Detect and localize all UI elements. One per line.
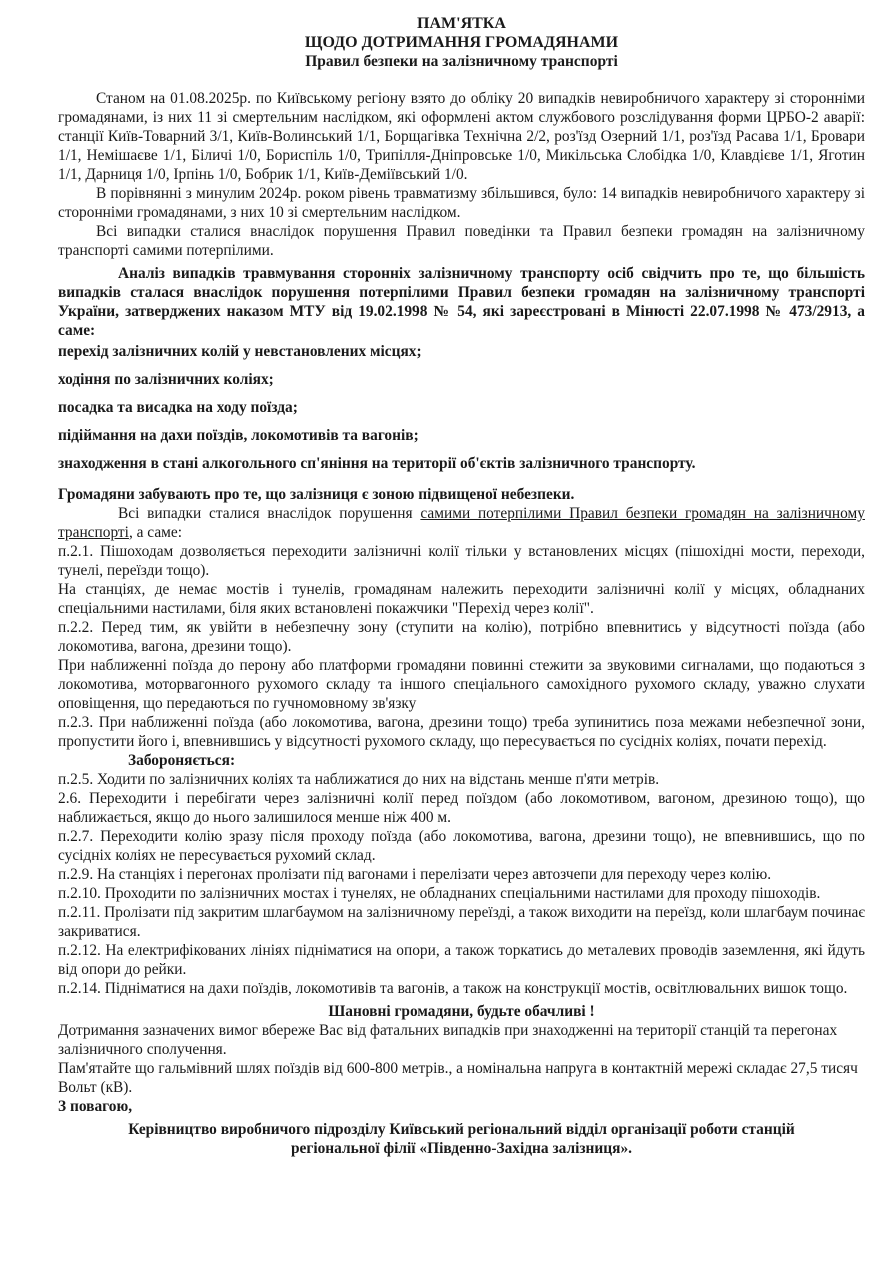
prohibited-item: п.2.9. На станціях і перегонах пролізати під вагонами і перелізати через автозчепи для переходу через колію. — [58, 866, 772, 883]
rule-item: п.2.1. Пішоходам дозволяється переходити залізничні колії тільки у встановлених місцях (пішохідні мости, переходи, тунелі, переїзди тощо). — [58, 543, 865, 579]
rule-item: п.2.3. При наближенні поїзда (або локомотива, вагона, дрезини тощо) треба зупинитись поза межами небезпечної зони, пропустити його і, впевнившись у відсутності рухомого складу, що пересувається по сусідніх коліях, почати перехід. — [58, 714, 865, 750]
prohibited-item: п.2.10. Проходити по залізничних мостах і тунелях, не обладнаних спеціальними настилами для проходу пішоходів. — [58, 885, 821, 902]
prohibited-item: п.2.14. Підніматися на дахи поїздів, локомотивів та вагонів, а також на конструкції мостів, освітлювальних вишок тощо. — [58, 980, 848, 997]
closing-paragraph-2: Пам'ятайте що гальмівний шлях поїздів від 600-800 метрів., а номінальна напруга в контактній мережі складає 27,5 тисяч Вольт (кВ). — [58, 1060, 858, 1096]
analysis-paragraph: Аналіз випадків травмування сторонніх залізничному транспорту осіб свідчить про те, що більшість випадків сталася внаслідок порушення потерпілими Правил безпеки громадян на залізничному транспорті України, затверджених наказом МТУ від 19.02.1998 № 54, які зареєстровані в Мінюсті 22.07.1998 № 473/2913, а саме: — [58, 265, 865, 339]
rule-item: При наближенні поїзда до перону або платформи громадяни повинні стежити за звуковими сигналами, що подаються з локомотива, моторвагонного рухомого складу та іншого спеціального самохідного рухомого складу, уважно слухати оповіщення, що передаються по гучномовному зв'язку — [58, 657, 865, 712]
violation-item: знаходження в стані алкогольного сп'яніння на території об'єктів залізничного транспорту. — [58, 455, 696, 472]
regards-text: З повагою, — [58, 1098, 133, 1115]
intro-paragraph-2: В порівнянні з минулим 2024р. роком рівень травматизму збільшився, було: 14 випадків невиробничого характеру зі сторонніми громадянами, з них 10 зі смертельним наслідком. — [58, 185, 865, 221]
prohibited-heading: Забороняється: — [128, 752, 236, 769]
rules-intro — [58, 504, 865, 542]
signature-line-1: Керівництво виробничого підрозділу Київський регіональний відділ організації роботи станцій — [128, 1121, 795, 1138]
violations-list — [58, 342, 865, 473]
intro-paragraph-3: Всі випадки сталися внаслідок порушення Правил поведінки та Правил безпеки громадян на залізничному транспорті самими потерпілими. — [58, 223, 865, 259]
violation-item: ходіння по залізничних коліях; — [58, 371, 274, 388]
rule-item: На станціях, де немає мостів і тунелів, громадянам належить переходити залізничні колії у місцях, обладнаних спеціальними настилами, біля яких встановлені покажчики "Перехід через колії". — [58, 581, 865, 617]
prohibited-item: п.2.12. На електрифікованих лініях підніматися на опори, а також торкатись до металевих проводів заземлення, які йдуть від опори до рейки. — [58, 942, 865, 978]
violation-item: підіймання на дахи поїздів, локомотивів та вагонів; — [58, 427, 419, 444]
signature-line-2: регіональної філії «Південно-Західна залізниця». — [290, 1140, 633, 1157]
prohibited-item: п.2.7. Переходити колію зразу після проходу поїзда (або локомотива, вагона, дрезини тощо), не впевнившись, що по сусідніх коліях не пересувається рухомий склад. — [58, 828, 865, 864]
document-title-line2: ЩОДО ДОТРИМАННЯ ГРОМАДЯНАМИ — [304, 34, 619, 51]
document-subtitle: Правил безпеки на залізничному транспорті — [305, 53, 618, 70]
prohibited-item: 2.6. Переходити і перебігати через залізничні колії перед поїздом (або локомотивом, вагоном, дрезиною тощо), що наближається, якщо до нього залишилося менше ніж 400 м. — [58, 790, 865, 826]
prohibited-item: п.2.11. Пролізати під закритим шлагбаумом на залізничному переїзді, а також виходити на переїзд, коли шлагбаум починає закриватися. — [58, 904, 865, 940]
intro-paragraph-1: Станом на 01.08.2025р. по Київському регіону взято до обліку 20 випадків невиробничого характеру зі сторонніми громадянами, із них 11 зі смертельним наслідком, які оформлені актом службового розслідування форми ЦРБО-2 аварії: станції Київ-Товарний 3/1, Київ-Волинський 1/1, Борщагівка Технічна 2/2, роз'їзд Озерний 1/1, роз'їзд Расава 1/1, Бровари 1/1, Немішаєве 1/1, Біличі 1/0, Бориспіль 1/0, Трипілля-Дніпровське 1/0, Микільська Слобідка 1/0, Клавдієве 1/1, Яготин 1/1, Дарниця 1/0, Ірпінь 1/0, Бобрик 1/1, Київ-Деміївський 1/0. — [58, 90, 865, 183]
closing-paragraph-1: Дотримання зазначених вимог вбереже Вас від фатальних випадків при знаходженні на території станцій та перегонах залізничного сполучення. — [58, 1022, 838, 1058]
rules-intro-lead: Всі випадки сталися внаслідок порушення — [118, 505, 421, 522]
violation-item: посадка та висадка на ходу поїзда; — [58, 399, 298, 416]
danger-warning: Громадяни забувають про те, що залізниця є зоною підвищеної небезпеки. — [58, 486, 575, 503]
rule-item: п.2.2. Перед тим, як увійти в небезпечну зону (ступити на колію), потрібно впевнитись у відсутності поїзда (або локомотива, вагона, дрезини тощо). — [58, 619, 865, 655]
prohibited-item: п.2.5. Ходити по залізничних коліях та наближатися до них на відстань менше п'яти метрів. — [58, 771, 660, 788]
violation-item: перехід залізничних колій у невстановлених місцях; — [58, 343, 422, 360]
rules-intro-tail: , а саме: — [128, 524, 183, 541]
document-title: ПАМ'ЯТКА — [417, 15, 506, 32]
appeal-heading: Шановні громадяни, будьте обачливі ! — [328, 1003, 595, 1020]
rules-intro-underlined: самими потерпілими Правил безпеки громадян на залізничному транспорті — [58, 505, 865, 541]
